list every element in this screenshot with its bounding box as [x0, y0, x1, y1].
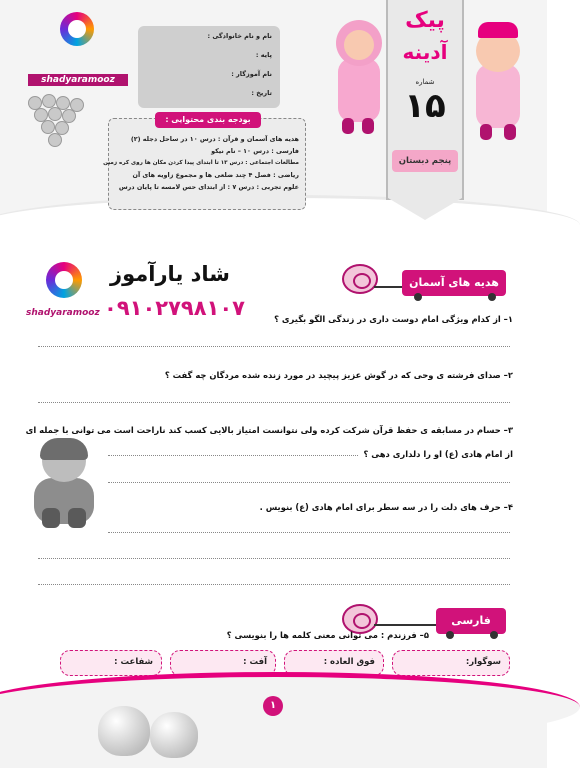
section-tag-farsi: فارسی — [436, 608, 506, 634]
section-tag-hediye: هدیه های آسمان — [402, 270, 506, 296]
answer-line[interactable] — [38, 402, 510, 403]
answer-line[interactable] — [108, 455, 358, 456]
tag-wheel — [490, 631, 498, 639]
student-name-field[interactable]: نام و نام خانوادگی : — [207, 32, 272, 40]
answer-line[interactable] — [108, 532, 510, 533]
grade-badge: پنجم دبستان — [392, 150, 458, 172]
boy-illustration — [466, 18, 532, 148]
teacher-name-field[interactable]: نام آموزگار : — [231, 70, 272, 78]
budget-line: فارسی : درس ۱۰ – نام نیکو — [211, 147, 299, 155]
apple-illustration — [98, 706, 150, 756]
question-1: ۱– از کدام ویژگی امام دوست داری در زندگی الگو بگیری ؟ — [274, 314, 513, 324]
issue-label: شماره — [415, 78, 435, 86]
tag-wheel — [488, 293, 496, 301]
word-box-sogvar[interactable]: سوگوار: — [392, 650, 510, 676]
budget-title: بودجه بندی محتوایی : — [155, 112, 261, 128]
sad-boy-illustration — [28, 440, 100, 528]
grade-field[interactable]: پایه : — [255, 51, 272, 59]
budget-line: ریاضی : فصل ۴ چند ضلعی ها و مجموع زاویه های آن — [132, 171, 299, 179]
question-4: ۴– حرف های دلت را در سه سطر برای امام هادی (ع) بنویس . — [259, 502, 513, 512]
date-field[interactable]: تاریخ : — [251, 89, 272, 97]
girl-illustration — [330, 18, 390, 138]
budget-line: هدیه های آسمان و قرآن : درس ۱۰ در ساحل دجله (۲) — [130, 135, 299, 143]
answer-line[interactable] — [38, 584, 510, 585]
title-adineh: آدینه — [402, 40, 448, 64]
snail-icon — [342, 264, 378, 294]
brand-logo-text: shadyaramooz — [28, 74, 128, 86]
budget-line: مطالعات اجتماعی : درس ۱۳ تا ابتدای پیدا کردن مکان ها روی کره زمین — [103, 160, 299, 166]
ad-brand-text: shadyaramooz — [26, 308, 100, 318]
issue-number: ۱۵ — [404, 86, 446, 126]
question-5: ۵– فرزندم : می توانی معنی کلمه ها را بنویسی ؟ — [226, 630, 429, 640]
answer-line[interactable] — [38, 558, 510, 559]
ad-logo-icon — [46, 262, 82, 298]
answer-line[interactable] — [38, 346, 510, 347]
question-2: ۲– صدای فرشته ی وحی که در گوش عزیز پیچید در مورد زنده شده مردگان چه گفت ؟ — [164, 370, 513, 380]
tag-wheel — [414, 293, 422, 301]
page-number: ۱ — [263, 696, 283, 716]
brand-logo — [28, 12, 128, 92]
question-3-line-1: ۳– حسام در مسابقه ی حفظ قرآن شرکت کرده ولی نتوانست امتیاز بالایی کسب کند ناراحت است می توانی با جمله ای — [25, 425, 513, 435]
budget-box — [103, 115, 306, 210]
word-box-afat[interactable]: آفت : — [170, 650, 276, 676]
word-box-shefaat[interactable]: شفاعت : — [60, 650, 162, 676]
answer-line[interactable] — [108, 482, 510, 483]
student-info-box — [138, 26, 280, 108]
cord-line — [374, 624, 436, 626]
word-box-fogholade[interactable]: فوق العاده : — [284, 650, 384, 676]
title-ribbon — [386, 0, 464, 200]
brand-logo-icon — [60, 12, 94, 46]
tag-wheel — [446, 631, 454, 639]
ad-phone: ۰۹۱۰۲۷۹۸۱۰۷ — [104, 296, 245, 320]
ad-title: شاد یارآموز — [110, 262, 230, 286]
cord-line — [374, 286, 404, 288]
apple-illustration — [150, 712, 198, 758]
question-3-line-2: از امام هادی (ع) او را دلداری دهی ؟ — [363, 449, 513, 459]
budget-line: علوم تجربی : درس ۷ : از ابتدای حس لامسه تا پایان درس — [118, 183, 299, 191]
title-peyk: پیک — [405, 8, 445, 33]
grapes-illustration — [22, 92, 92, 152]
